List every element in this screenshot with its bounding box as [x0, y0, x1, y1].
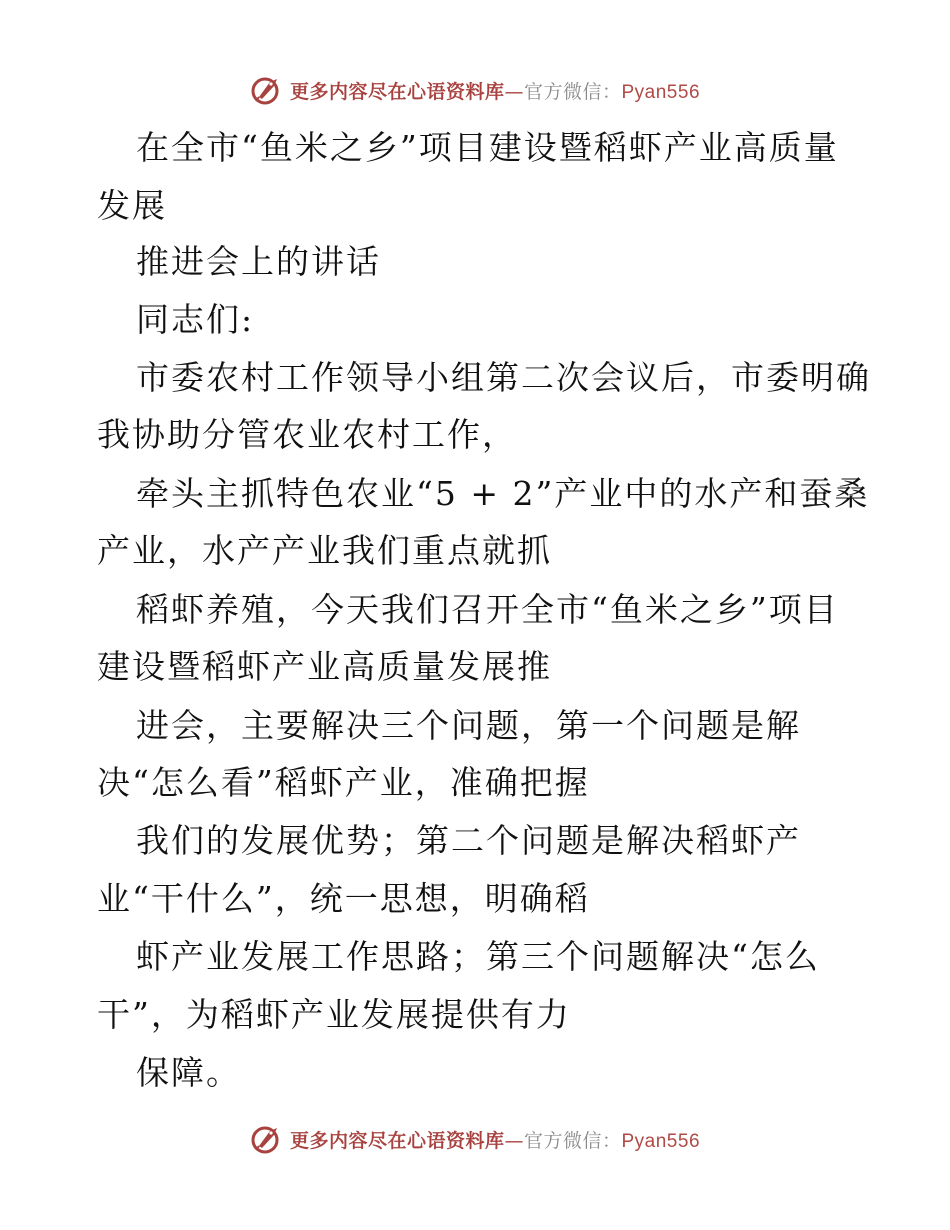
watermark-text: [290, 1126, 700, 1153]
paragraph-line: 干”，为稻虾产业发展提供有力: [97, 995, 571, 1034]
paragraph-line: 产业，水产产业我们重点就抓: [97, 531, 552, 570]
paragraph-line: 市委农村工作领导小组第二次会议后，市委明确: [136, 358, 871, 397]
footer-watermark: [0, 1121, 950, 1157]
header-watermark: [0, 72, 950, 108]
document-body: [0, 118, 950, 1118]
title-line-1: 在全市“鱼米之乡”项目建设暨稻虾产业高质量: [136, 128, 839, 167]
paragraph-line: 我协助分管农业农村工作，: [97, 415, 517, 454]
paragraph-line: 进会，主要解决三个问题，第一个问题是解: [136, 706, 801, 745]
footer-watermark-inner: [250, 1122, 700, 1156]
paragraph-line: 我们的发展优势；第二个问题是解决稻虾产: [136, 821, 801, 860]
paragraph-line: 保障。: [136, 1053, 241, 1092]
paragraph-line: 业“干什么”，统一思想，明确稻: [97, 879, 590, 918]
watermark-label: 官方微信：: [523, 80, 622, 103]
watermark-main-text: 更多内容尽在心语资料库: [289, 80, 505, 103]
watermark-separator: —: [504, 1129, 524, 1152]
title-line-2: 发展: [97, 186, 167, 225]
paragraph-line: 牵头主抓特色农业“5 + 2”产业中的水产和蚕桑: [136, 474, 870, 513]
watermark-wechat-id: Pyan556: [621, 81, 701, 103]
watermark-wechat-id: Pyan556: [621, 1130, 701, 1152]
paragraph-line: 建设暨稻虾产业高质量发展推: [97, 647, 552, 686]
pen-nib-logo-icon: [250, 1122, 284, 1156]
paragraph-line: 虾产业发展工作思路；第三个问题解决“怎么: [136, 937, 820, 976]
watermark-separator: —: [504, 80, 524, 103]
header-watermark-inner: [250, 73, 700, 107]
paragraph-line: 决“怎么看”稻虾产业，准确把握: [97, 763, 590, 802]
salutation: 同志们:: [136, 300, 255, 339]
watermark-label: 官方微信：: [523, 1129, 622, 1152]
paragraph-line: 稻虾养殖，今天我们召开全市“鱼米之乡”项目: [136, 590, 839, 629]
watermark-main-text: 更多内容尽在心语资料库: [289, 1129, 505, 1152]
watermark-text: [290, 77, 700, 104]
subtitle-line: 推进会上的讲话: [136, 242, 381, 281]
pen-nib-logo-icon: [250, 73, 284, 107]
